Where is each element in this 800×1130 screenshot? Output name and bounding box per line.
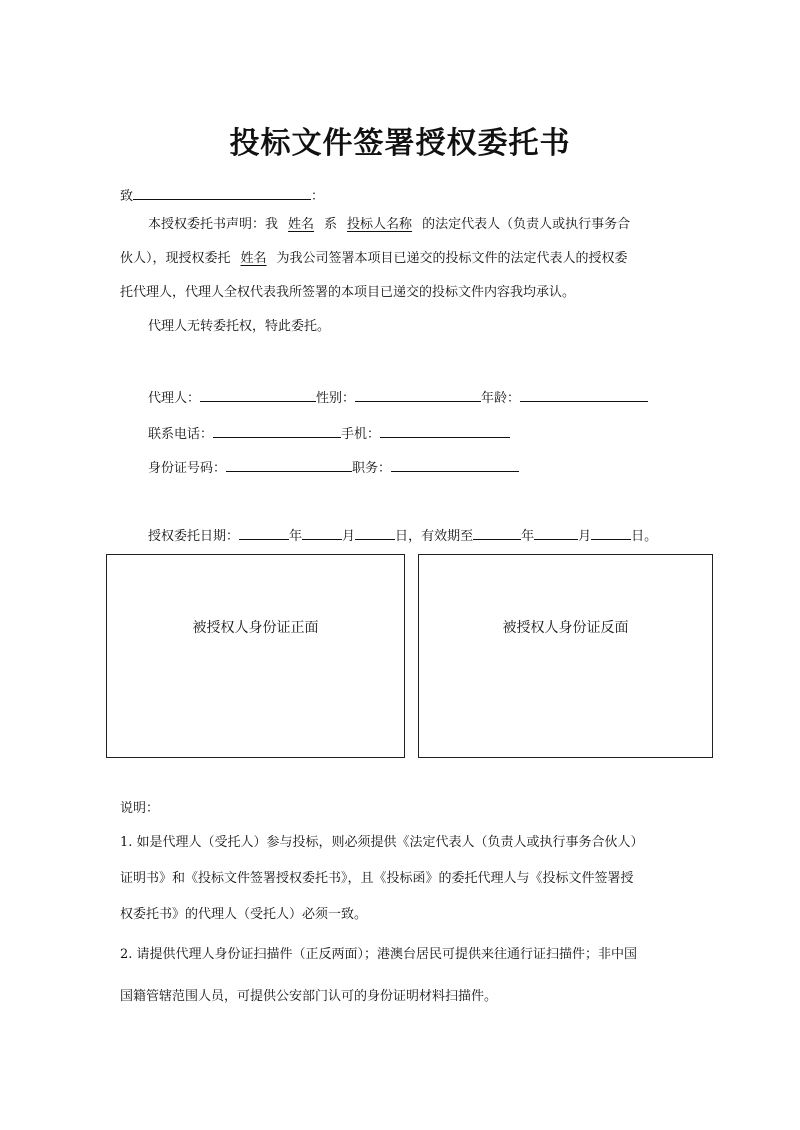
agent-row (148, 386, 648, 408)
day-label: 日 (395, 529, 409, 544)
id-number-field[interactable] (226, 456, 352, 472)
id-front-box[interactable] (106, 554, 405, 758)
date-row (148, 524, 657, 546)
start-day-field[interactable] (355, 524, 395, 540)
id-row (148, 456, 519, 478)
gender-label: 性别： (316, 391, 356, 406)
phone-label: 联系电话： (148, 427, 214, 442)
no-subdelegation: 代理人无转委托权，特此委托。 (148, 319, 331, 334)
bidder-name: 投标人名称 (347, 217, 413, 232)
agent-field[interactable] (200, 386, 316, 402)
id-back-label: 被授权人身份证反面 (502, 620, 629, 636)
note-1-line-3: 权委托书》的代理人（受托人）必须一致。 (120, 907, 368, 922)
age-field[interactable] (520, 386, 648, 402)
recipient-label: 致 (120, 189, 134, 204)
position-field[interactable] (391, 456, 519, 472)
declaration-line-1 (148, 216, 630, 234)
note-2-line-1: 2. 请提供代理人身份证扫描件（正反两面）；港澳台居民可提供来往通行证扫描件；非中国 (120, 947, 638, 962)
declaration-line-3: 托代理人，代理人全权代表我所签署的本项目已递交的投标文件内容我均承认。 (120, 285, 576, 300)
recipient-colon: ： (311, 189, 325, 204)
mobile-label: 手机： (341, 427, 381, 442)
age-label: 年龄： (481, 391, 521, 406)
notes-heading: 说明： (120, 801, 160, 816)
note-1-line-2: 证明书》和《投标文件签署授权委托书》，且《投标函》的委托代理人与《投标文件签署授 (120, 871, 634, 886)
declaration-line-2 (120, 250, 628, 268)
note-2-line-2: 国籍管辖范围人员，可提供公安部门认可的身份证明材料扫描件。 (120, 989, 498, 1004)
phone-field[interactable] (213, 422, 341, 438)
end-month-field[interactable] (534, 524, 578, 540)
date-label: 授权委托日期： (148, 529, 240, 544)
year-label: 年 (289, 529, 303, 544)
month-label: 月 (578, 529, 592, 544)
period: 。 (644, 529, 658, 544)
valid-until-label: ，有效期至 (408, 529, 474, 544)
declaration-text: 本授权委托书声明：我 (148, 217, 279, 232)
month-label: 月 (342, 529, 356, 544)
end-year-field[interactable] (473, 524, 521, 540)
id-front-label: 被授权人身份证正面 (192, 620, 319, 636)
declaration-text: 系 (324, 217, 338, 232)
declaration-text: 为我公司签署本项目已递交的投标文件的法定代表人的授权委 (276, 251, 628, 266)
declaration-text: 的法定代表人（负责人或执行事务合 (422, 217, 631, 232)
note-1-line-1: 1. 如是代理人（受托人）参与投标，则必须提供《法定代表人（负责人或执行事务合伙人） (120, 835, 644, 850)
start-month-field[interactable] (302, 524, 342, 540)
declaration-text: 伙人），现授权委托 (120, 251, 231, 266)
gender-field[interactable] (355, 386, 481, 402)
recipient-line (120, 184, 324, 206)
principal-name: 姓名 (288, 217, 315, 232)
page-title: 投标文件签署授权委托书 (229, 126, 571, 161)
id-back-box[interactable] (418, 554, 713, 758)
start-year-field[interactable] (239, 524, 289, 540)
recipient-blank[interactable] (133, 184, 311, 200)
day-label: 日 (631, 529, 645, 544)
end-day-field[interactable] (591, 524, 631, 540)
id-number-label: 身份证号码： (148, 461, 227, 476)
year-label: 年 (521, 529, 535, 544)
phone-row (148, 422, 510, 444)
mobile-field[interactable] (380, 422, 510, 438)
position-label: 职务： (352, 461, 392, 476)
agent-label: 代理人： (148, 391, 201, 406)
agent-name: 姓名 (240, 251, 267, 266)
